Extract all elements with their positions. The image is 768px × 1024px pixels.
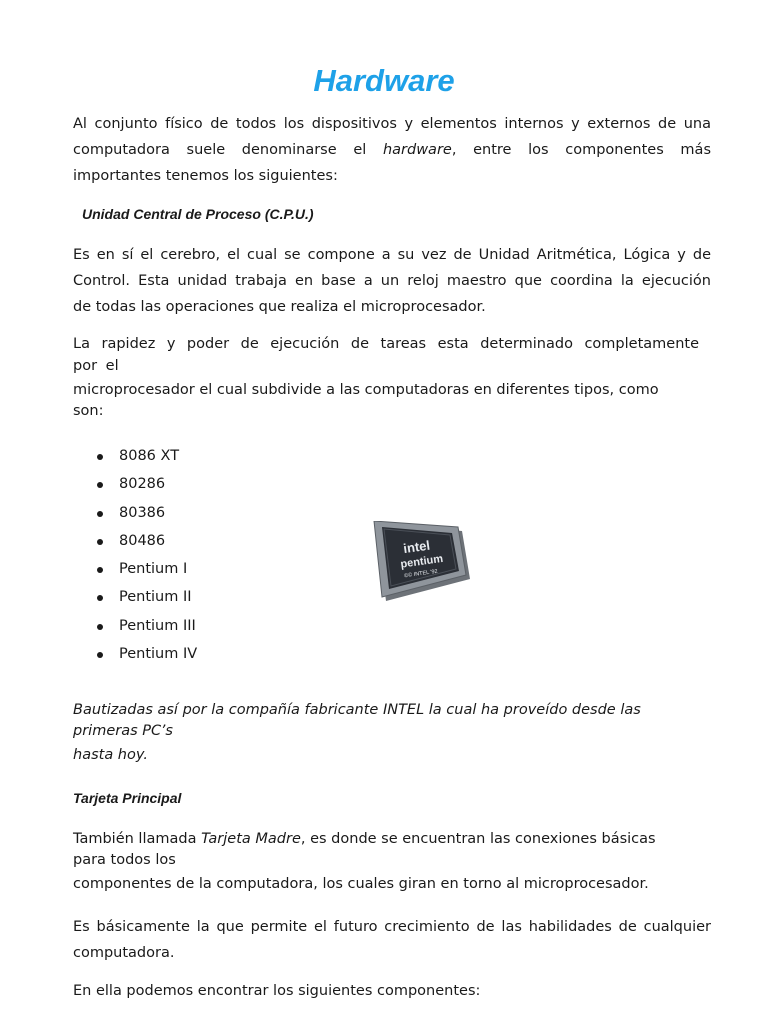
list-item: Pentium IV <box>96 640 336 668</box>
mb-para1-line-1 <box>73 829 723 850</box>
list-item: 80386 <box>96 499 336 527</box>
hardware-term: hardware <box>382 142 452 158</box>
mb-para2-line-2: computadora. <box>73 945 175 961</box>
cpu-para2-line-3: microprocesador el cual subdivide a las computadoras en diferentes tipos, como <box>73 382 659 398</box>
cpu-para2-line-4: son: <box>73 403 104 419</box>
cpu-para1-line-2: Control. Esta unidad trabaja en base a un reloj maestro que coordina la ejecución <box>73 273 711 289</box>
chip-icon <box>372 521 472 605</box>
mb-para2-line-1: Es básicamente la que permite el futuro crecimiento de las habilidades de cualquier <box>73 919 711 935</box>
intro-line-3: importantes tenemos los siguientes: <box>73 168 338 184</box>
pentium-chip-image <box>372 521 472 605</box>
intro-line-2-start: computadora suele denominarse el <box>73 142 367 158</box>
cpu-para2-line-2: por el <box>73 358 119 374</box>
list-item: 80486 <box>96 527 336 555</box>
list-item: Pentium I <box>96 555 336 583</box>
chip-marking: ©© INTEL '92 <box>403 568 439 580</box>
mb-para1-end: , es donde se encuentran las conexiones básicas <box>300 831 656 847</box>
list-item: 80286 <box>96 470 336 498</box>
mb-para3: En ella podemos encontrar los siguientes componentes: <box>73 983 481 999</box>
intel-note-line-3: hasta hoy. <box>73 747 148 763</box>
list-item: Pentium II <box>96 583 336 611</box>
tarjeta-madre-term: Tarjeta Madre <box>201 831 301 847</box>
processor-list <box>96 442 336 668</box>
mb-para1-start: También llamada <box>73 831 197 847</box>
chip-model: pentium <box>399 552 444 571</box>
mb-para1-line-2: para todos los <box>73 852 176 868</box>
page-title: Hardware <box>313 63 455 98</box>
list-item: 8086 XT <box>96 442 336 470</box>
cpu-para1-line-3: de todas las operaciones que realiza el microprocesador. <box>73 299 486 315</box>
intel-note-line-1: Bautizadas así por la compañía fabricante INTEL la cual ha proveído desde las <box>73 702 641 718</box>
chip-brand: intel <box>402 537 431 557</box>
cpu-heading: Unidad Central de Proceso (C.P.U.) <box>82 206 314 222</box>
cpu-para1-line-1: Es en sí el cerebro, el cual se compone a su vez de Unidad Aritmética, Lógica y de <box>73 247 711 263</box>
cpu-para2-line-1: La rapidez y poder de ejecución de tareas esta determinado completamente <box>73 336 699 352</box>
intro-line-1: Al conjunto físico de todos los dispositivos y elementos internos y externos de una <box>73 116 711 132</box>
mb-para1-line-3: componentes de la computadora, los cuales giran en torno al microprocesador. <box>73 876 649 892</box>
intro-line-2-end: , entre los componentes más <box>451 142 711 158</box>
intel-note-line-2: primeras PC’s <box>73 723 173 739</box>
motherboard-heading: Tarjeta Principal <box>73 790 182 806</box>
intro-line-2 <box>73 137 711 163</box>
list-item: Pentium III <box>96 612 336 640</box>
